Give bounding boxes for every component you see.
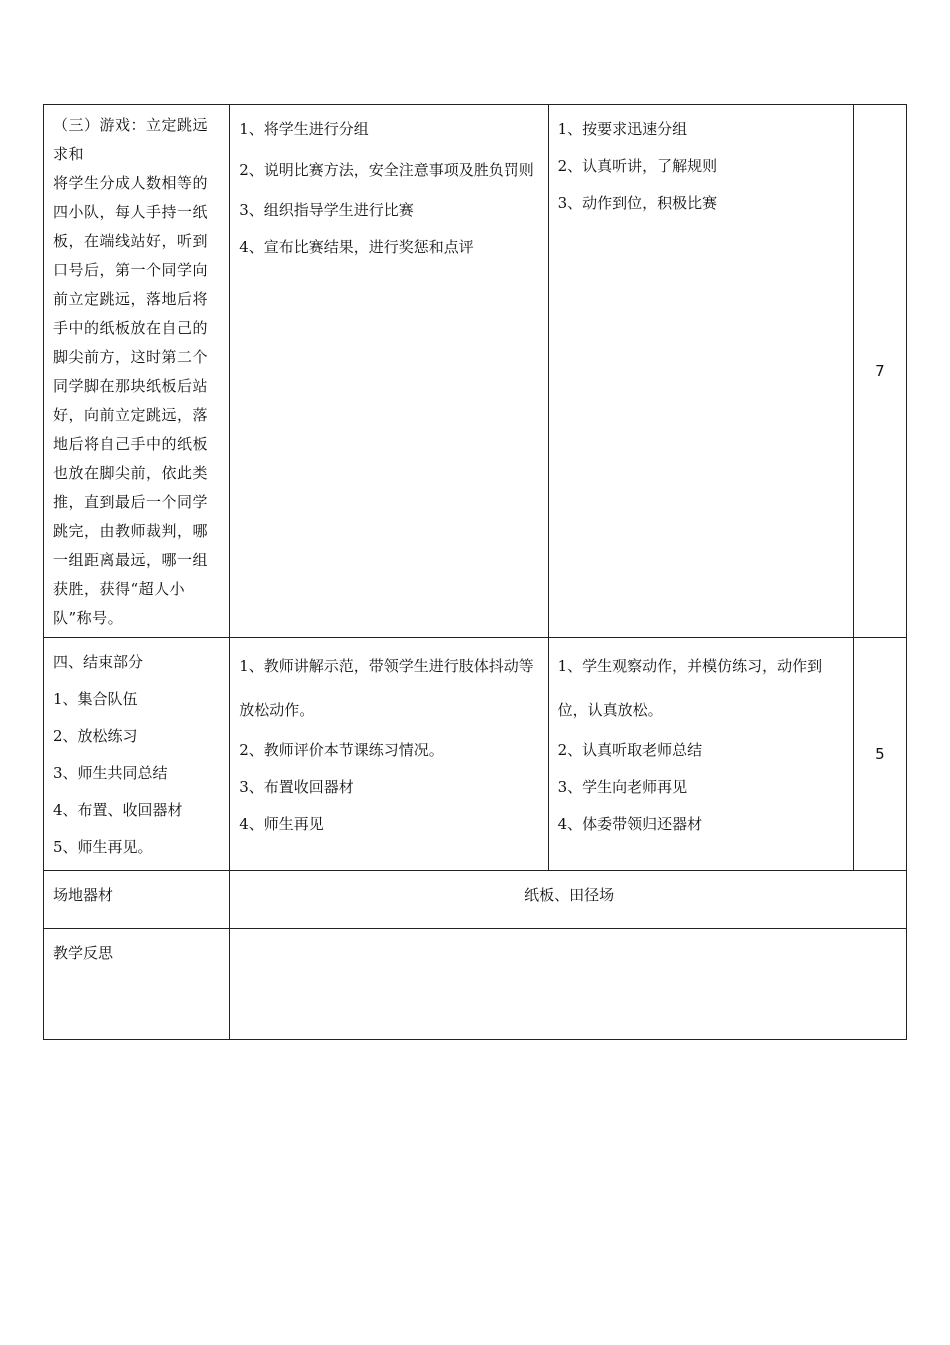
ending-item: 5、师生再见。 (53, 838, 153, 856)
game-content-cell (44, 105, 230, 638)
ending-teacher-step: 2、教师评价本节课练习情况。 (239, 741, 444, 759)
ending-teacher-step: 3、布置收回器材 (239, 778, 354, 796)
reflection-value-cell (230, 929, 907, 1040)
game-teacher-step: 1、将学生进行分组 (239, 120, 369, 138)
game-teacher-step: 4、宣布比赛结果，进行奖惩和点评 (239, 238, 474, 256)
game-teacher-step: 2、说明比赛方法，安全注意事项及胜负罚则 (239, 161, 534, 179)
game-time: 7 (853, 105, 906, 638)
ending-student-step: 4、体委带领归还器材 (557, 815, 703, 833)
ending-item: 2、放松练习 (53, 727, 138, 745)
game-row (44, 105, 907, 638)
game-teacher-step: 3、组织指导学生进行比赛 (239, 201, 414, 219)
reflection-label-cell (44, 929, 230, 1040)
equipment-value-cell (230, 871, 907, 929)
ending-student-cell (548, 638, 853, 871)
ending-time: 5 (853, 638, 906, 871)
equipment-row (44, 871, 907, 929)
equipment-label-cell (44, 871, 230, 929)
game-teacher-cell (230, 105, 548, 638)
reflection-label: 教学反思 (53, 944, 114, 962)
ending-item: 4、布置、收回器材 (53, 801, 183, 819)
game-student-step: 3、动作到位，积极比赛 (557, 194, 718, 212)
game-title: （三）游戏：立定跳远求和 (53, 116, 209, 163)
ending-item: 1、集合队伍 (53, 690, 138, 708)
lesson-plan-table (43, 104, 907, 1040)
ending-content-cell (44, 638, 230, 871)
game-student-step: 1、按要求迅速分组 (557, 120, 688, 138)
equipment-label: 场地器材 (53, 886, 114, 904)
ending-row (44, 638, 907, 871)
ending-student-step: 3、学生向老师再见 (557, 778, 688, 796)
ending-teacher-step: 1、教师讲解示范，带领学生进行肢体抖动等放松动作。 (239, 657, 534, 719)
game-description: 将学生分成人数相等的四小队，每人手持一纸板，在端线站好，听到口号后，第一个同学向前立定跳远，落地后将手中的纸板放在自己的脚尖前方，这时第二个同学脚在那块纸板后站好，向前立定跳远，落地后将自己手中的纸板也放在脚尖前，依此类推，直到最后一个同学跳完，由教师裁判，哪一组距离最远，哪一组获胜，获得“超人小队”称号。 (53, 174, 209, 627)
equipment-value: 纸板、田径场 (524, 886, 615, 904)
game-student-cell (548, 105, 853, 638)
ending-item: 3、师生共同总结 (53, 764, 168, 782)
game-student-step: 2、认真听讲，了解规则 (557, 157, 718, 175)
ending-student-step: 2、认真听取老师总结 (557, 741, 703, 759)
ending-teacher-cell (230, 638, 548, 871)
reflection-row (44, 929, 907, 1040)
ending-item: 四、结束部分 (53, 653, 144, 671)
ending-teacher-step: 4、师生再见 (239, 815, 324, 833)
ending-student-step: 1、学生观察动作，并模仿练习，动作到位，认真放松。 (557, 657, 823, 719)
